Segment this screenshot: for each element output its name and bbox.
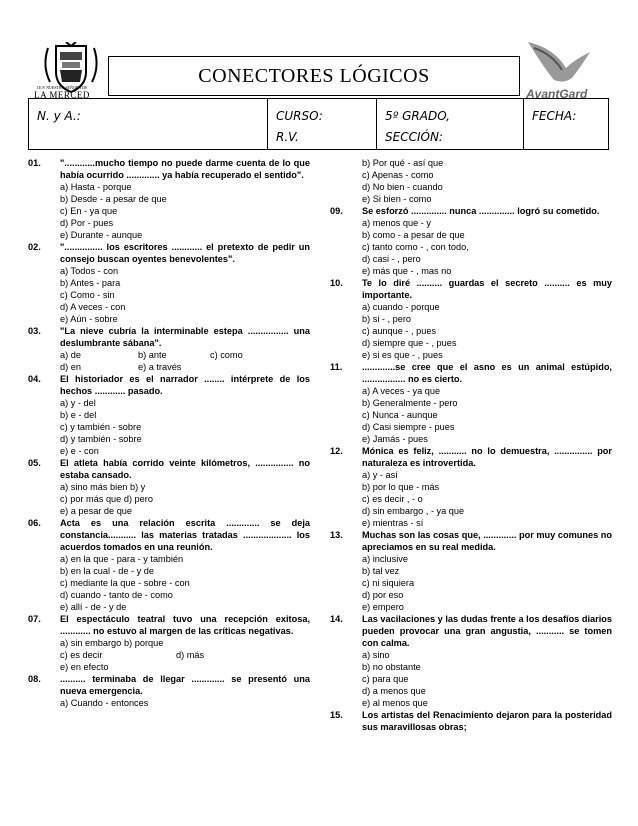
option: d) y también - sobre [60, 434, 142, 444]
option: e) al menos que [362, 698, 428, 708]
option: e) a pesar de que [60, 506, 133, 516]
question-01 [28, 157, 310, 241]
option: a) y - del [60, 398, 96, 408]
option: c) aunque - , pues [362, 326, 437, 336]
option: d) más [176, 650, 205, 660]
option: b) ante [138, 350, 167, 360]
page-title: CONECTORES LÓGICOS [108, 56, 520, 96]
option: c) Como - sin [60, 290, 115, 300]
option: a) Todos - con [60, 266, 119, 276]
question-08 [28, 673, 310, 709]
question-number: 13. [330, 530, 343, 540]
option: b) por lo que - más [362, 482, 440, 492]
option: d) cuando - tanto de - como [60, 590, 173, 600]
option: b) Generalmente - pero [362, 398, 458, 408]
option: e) Aún - sobre [60, 314, 118, 324]
option: c) ni siquiera [362, 578, 415, 588]
option: c) por más que d) pero [60, 494, 153, 504]
name-label: N. y A.: [37, 109, 81, 123]
option: e) más que - , mas no [362, 266, 452, 276]
question-stem: Muchas son las cosas que, ............. por muy comunes no apreciamos en su real medida. [362, 530, 612, 552]
option-row [60, 637, 310, 649]
option: c) Apenas - como [362, 170, 434, 180]
option: c) mediante la que - sobre - con [60, 578, 190, 588]
question-11 [330, 361, 612, 445]
question-04 [28, 373, 310, 457]
question-number: 09. [330, 206, 343, 216]
option: e) empero [362, 602, 404, 612]
question-15 [330, 709, 612, 733]
option: d) en [60, 362, 81, 372]
student-info-table [28, 98, 609, 150]
option: c) y también - sobre [60, 422, 142, 432]
option: e) allí - de - y de [60, 602, 127, 612]
option: e) si es que - , pues [362, 350, 443, 360]
option: b) en la cual - de - y de [60, 566, 154, 576]
question-stem: "............... los escritores ............ el pretexto de pedir un consejo buscan oyentes benevolentes". [60, 242, 310, 264]
option: b) Desde - a pesar de que [60, 194, 167, 204]
course-value: R.V. [276, 130, 299, 144]
question-05 [28, 457, 310, 517]
question-stem: Se esforzó .............. nunca .............. logró su cometido. [362, 206, 600, 216]
question-stem: Mónica es feliz, ........... no lo demuestra, ............... por naturaleza es introvertida. [362, 446, 612, 468]
option: c) En - ya que [60, 206, 118, 216]
option: b) como - a pesar de que [362, 230, 465, 240]
section-label: SECCIÓN: [385, 130, 443, 144]
name-field[interactable] [29, 99, 268, 150]
option: d) Por - pues [60, 218, 114, 228]
option: a) sin embargo [60, 638, 122, 648]
option: a) de [60, 350, 81, 360]
option: a) menos que - y [362, 218, 431, 228]
option: c) Nunca - aunque [362, 410, 438, 420]
option: a) cuando - porque [362, 302, 440, 312]
option: a) Cuando - entonces [60, 698, 149, 708]
questions-left-column [28, 157, 310, 709]
option: d) casi - , pero [362, 254, 421, 264]
question-number: 01. [28, 158, 41, 168]
option: b) Antes - para [60, 278, 121, 288]
course-field [268, 99, 377, 150]
option: c) es decir [60, 650, 103, 660]
question-number: 08. [28, 674, 41, 684]
question-stem: Las vacilaciones y las dudas frente a los desafíos diarios pueden provocar una gran angustia, ........... se tomen con calma. [362, 614, 612, 648]
option: b) Por qué - así que [362, 158, 444, 168]
option: d) siempre que - , pues [362, 338, 457, 348]
option: a) sino más bien b) y [60, 482, 146, 492]
option: c) para que [362, 674, 409, 684]
grade-label: 5º GRADO, [385, 109, 450, 123]
question-stem: Acta es una relación escrita ............. se deja constancia........... las materias tratadas ................... los acuerdos tomados en una reunión. [60, 518, 310, 552]
option: c) como [210, 350, 243, 360]
option: b) no obstante [362, 662, 421, 672]
question-number: 14. [330, 614, 343, 624]
question-03 [28, 325, 310, 373]
question-number: 15. [330, 710, 343, 720]
option: a) Hasta - porque [60, 182, 132, 192]
question-06 [28, 517, 310, 613]
option: a) A veces - ya que [362, 386, 441, 396]
school-caption-name: LA MERCED [34, 90, 90, 100]
option: d) A veces - con [60, 302, 126, 312]
question-number: 12. [330, 446, 343, 456]
course-label: CURSO: [276, 109, 323, 123]
question-07 [28, 613, 310, 673]
option: d) No bien - cuando [362, 182, 443, 192]
option: e) e - con [60, 446, 99, 456]
option: e) Si bien - como [362, 194, 432, 204]
question-number: 11. [330, 362, 343, 372]
question-stem: El historiador es el narrador ........ intérprete de los hechos ............ pasado. [60, 374, 310, 396]
option: b) e - del [60, 410, 97, 420]
option: a) en la que - para - y también [60, 554, 184, 564]
date-field[interactable] [524, 99, 609, 150]
question-number: 04. [28, 374, 41, 384]
option: c) tanto como - , con todo, [362, 242, 469, 252]
option: b) si - , pero [362, 314, 412, 324]
question-number: 10. [330, 278, 343, 288]
question-08-continued [330, 157, 612, 205]
option: c) es decir , - o [362, 494, 423, 504]
option: e) mientras - sí [362, 518, 424, 528]
question-stem: El espectáculo teatral tuvo una recepción exitosa, ............ no estuvo al margen de las críticas negativas. [60, 614, 310, 636]
date-label: FECHA: [532, 109, 577, 123]
question-14 [330, 613, 612, 709]
question-number: 05. [28, 458, 41, 468]
option: b) porque [124, 638, 164, 648]
question-stem: El atleta había corrido veinte kilómetros, ............... no estaba cansado. [60, 458, 310, 480]
question-10 [330, 277, 612, 361]
option: d) por eso [362, 590, 404, 600]
question-13 [330, 529, 612, 613]
question-number: 06. [28, 518, 41, 528]
option: d) Casi siempre - pues [362, 422, 455, 432]
option: e) Jamás - pues [362, 434, 428, 444]
question-number: 03. [28, 326, 41, 336]
question-stem: .............se cree que el asno es un animal estúpido, ................. no es cierto. [362, 362, 612, 384]
question-02 [28, 241, 310, 325]
option: e) en efecto [60, 662, 109, 672]
option-row [60, 649, 310, 661]
option: e) a través [138, 362, 182, 372]
option: b) tal vez [362, 566, 400, 576]
question-stem: .......... terminaba de llegar ............. se presentó una nueva emergencia. [60, 674, 310, 696]
questions-right-column [330, 157, 612, 733]
option: d) sin embargo , - ya que [362, 506, 465, 516]
question-number: 07. [28, 614, 41, 624]
option-row [60, 349, 310, 361]
option: a) y - así [362, 470, 398, 480]
option: a) inclusive [362, 554, 408, 564]
brand-name: AvantGard [526, 87, 588, 101]
option: a) sino [362, 650, 390, 660]
grade-section-field[interactable] [377, 99, 524, 150]
question-stem: Te lo diré .......... guardas el secreto .......... es muy importante. [362, 278, 612, 300]
question-stem: Los artistas del Renacimiento dejaron para la posteridad sus maravillosas obras; [362, 710, 612, 732]
question-12 [330, 445, 612, 529]
question-09 [330, 205, 612, 277]
option-row [60, 361, 310, 373]
option: e) Durante - aunque [60, 230, 143, 240]
option: d) a menos que [362, 686, 426, 696]
question-stem: "............mucho tiempo no puede darme cuenta de lo que había ocurrido ............. ya había recuperado el sentido". [60, 158, 310, 180]
question-stem: "La nieve cubría la interminable estepa ................ una deslumbrante sábana". [60, 326, 310, 348]
school-caption-top: I.E.P. NUESTRA SEÑORA DE [36, 85, 88, 90]
question-number: 02. [28, 242, 41, 252]
